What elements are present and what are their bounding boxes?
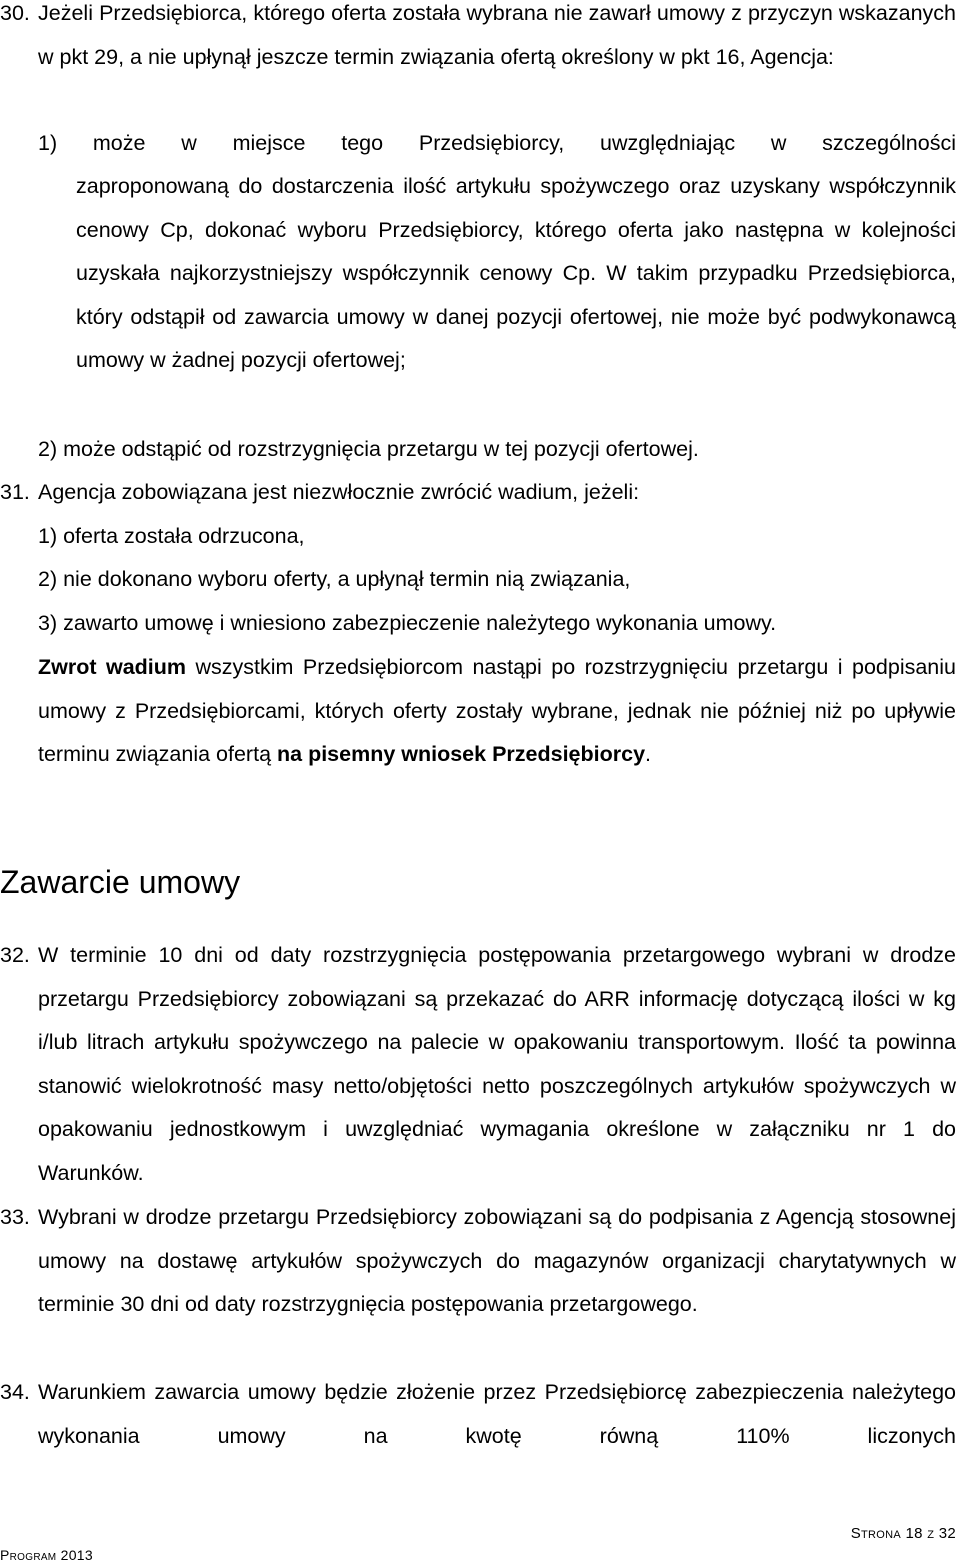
item-number-32: 32. (0, 943, 30, 967)
return-note-end: . (645, 742, 652, 767)
item-number-31: 31. (0, 480, 30, 504)
item-number-30: 30. (0, 1, 30, 25)
page-number: Strona 18 z 32 (850, 1525, 956, 1542)
item-31-intro: Agencja zobowiązana jest niezwłocznie zwrócić wadium, jeżeli: (38, 480, 640, 504)
item-34-text: Warunkiem zawarcia umowy będzie złożenie przez Przedsiębiorcę zabezpieczenia należytego wykonania umowy na kwotę równą 110% liczonych (38, 1380, 956, 1448)
item-number-33: 33. (0, 1205, 30, 1229)
item-31-condition-2: 2) nie dokonano wyboru oferty, a upłynął termin nią związania, (38, 567, 631, 591)
return-note-bold: Zwrot wadium (38, 655, 187, 679)
item-number-34: 34. (0, 1380, 30, 1404)
item-31-condition-1: 1) oferta została odrzucona, (38, 524, 305, 548)
item-30-option-2: 2) może odstąpić od rozstrzygnięcia przetargu w tej pozycji ofertowej. (38, 437, 699, 461)
item-30-option-1-continued: zaproponowaną do dostarczenia ilość artykułu spożywczego oraz uzyskany współczynnik cenowy Cp, dokonać wyboru Przedsiębiorcy, którego oferta jako następna w kolejności uzyskała najkorzystniejszy współczynnik cenowy Cp. W takim przypadku Przedsiębiorca, który odstąpił od zawarcia umowy w danej pozycji ofertowej, nie może być podwykonawcą umowy w żadnej pozycji ofertowej; (76, 174, 956, 373)
section-heading: Zawarcie umowy (0, 864, 241, 900)
return-note-bold-request: na pisemny wniosek Przedsiębiorcy (277, 742, 646, 767)
item-31-return-note (38, 646, 956, 777)
item-31-condition-3: 3) zawarto umowę i wniesiono zabezpieczenie należytego wykonania umowy. (38, 611, 777, 635)
item-30-option-1: 1) może w miejsce tego Przedsiębiorcy, uwzględniając w szczególności (38, 131, 956, 155)
item-30-intro: Jeżeli Przedsiębiorca, którego oferta została wybrana nie zawarł umowy z przyczyn wskazanych w pkt 29, a nie upłynął jeszcze termin związania ofertą określony w pkt 16, Agencja: (38, 1, 956, 69)
item-32-text: W terminie 10 dni od daty rozstrzygnięcia postępowania przetargowego wybrani w drodze przetargu Przedsiębiorcy zobowiązani są przekazać do ARR informację dotyczącą ilości w kg i/lub litrach artykułu spożywczego na palecie w opakowaniu transportowym. Ilość ta powinna stanowić wielokrotność masy netto/objętości netto poszczególnych artykułów spożywczych w opakowaniu jednostkowym i uwzględniać wymagania określone w załączniku nr 1 do Warunków. (38, 943, 956, 1185)
program-label: Program 2013 (0, 1547, 93, 1563)
item-33-text: Wybrani w drodze przetargu Przedsiębiorcy zobowiązani są do podpisania z Agencją stosownej umowy na dostawę artykułów spożywczych do magazynów organizacji charytatywnych w terminie 30 dni od daty rozstrzygnięcia postępowania przetargowego. (38, 1205, 956, 1317)
return-note-text: wszystkim Przedsiębiorcom nastąpi po rozstrzygnięciu przetargu i podpisaniu umowy z Przedsiębiorcami, których oferty zostały wybrane, jednak nie później niż po upływie terminu związania ofertą (38, 655, 956, 767)
